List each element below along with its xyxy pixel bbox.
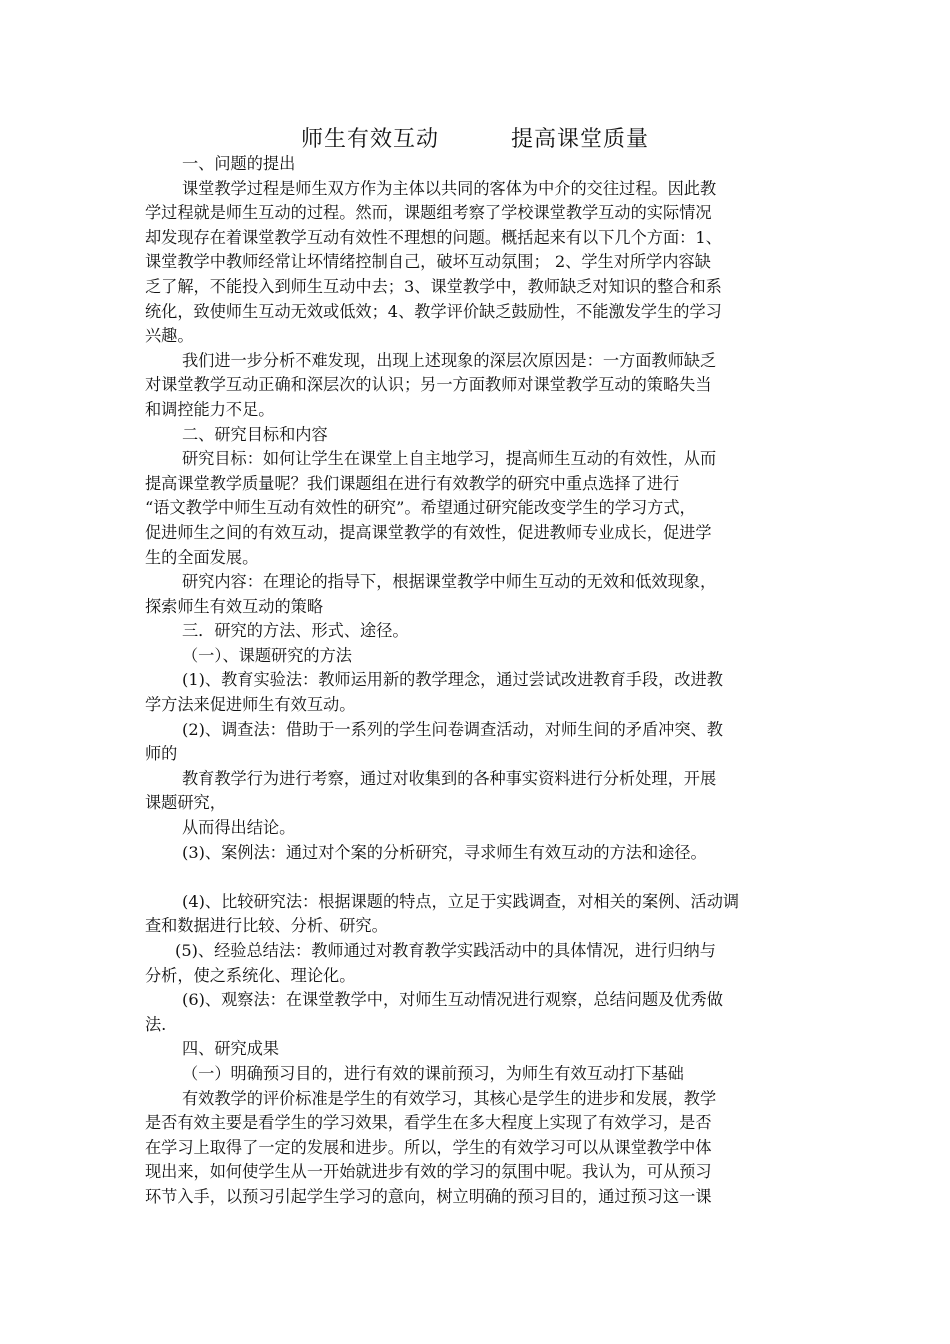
text-line: 课堂教学过程是师生双方作为主体以共同的客体为中介的交往过程。因此教: [182, 178, 717, 198]
text-line: 提高课堂教学质量呢？我们课题组在进行有效教学的研究中重点选择了进行: [145, 473, 680, 493]
text-line: 学方法来促进师生有效互动。: [145, 695, 356, 715]
text-line: 一、问题的提出: [182, 154, 296, 173]
text-line: 是否有效主要是看学生的学习效果，看学生在多大程度上实现了有效学习，是否: [145, 1113, 712, 1133]
text-line: 我们进一步分析不难发现，出现上述现象的深层次原因是：一方面教师缺乏: [182, 350, 717, 370]
text-line: 有效教学的评价标准是学生的有效学习，其核心是学生的进步和发展，教学: [182, 1088, 717, 1108]
text-line: 师的: [145, 744, 178, 764]
text-line: 对课堂教学互动正确和深层次的认识；另一方面教师对课堂教学互动的策略失当: [145, 375, 712, 395]
text-line: 乏了解，不能投入到师生互动中去；3、课堂教学中，教师缺乏对知识的整合和系: [145, 276, 722, 296]
title-part-2: 提高课堂质量: [511, 127, 650, 152]
text-line: 和调控能力不足。: [145, 399, 275, 419]
text-line: 研究目标：如何让学生在课堂上自主地学习，提高师生互动的有效性，从而: [182, 449, 717, 469]
text-line: “语文教学中师生互动有效性的研究”。希望通过研究能改变学生的学习方式，: [145, 498, 696, 518]
text-line: 二、研究目标和内容: [182, 424, 328, 444]
title-part-1: 师生有效互动: [300, 127, 439, 152]
text-line: （一）、课题研究的方法: [182, 645, 352, 665]
text-line: (3)、案例法：通过对个案的分析研究，寻求师生有效互动的方法和途径。: [182, 842, 707, 862]
blank-line: [145, 865, 805, 890]
text-line: (5)、经验总结法：教师通过对教育教学实践活动中的具体情况，进行归纳与: [175, 941, 716, 960]
text-line: （一）明确预习目的，进行有效的课前预习，为师生有效互动打下基础: [182, 1063, 684, 1083]
text-line: 课题研究，: [145, 793, 226, 813]
text-line: 现出来，如何使学生从一开始就进步有效的学习的氛围中呢。我认为，可从预习: [145, 1162, 712, 1182]
document-title: [0, 122, 950, 153]
text-line: (4)、比较研究法：根据课题的特点，立足于实践调查，对相关的案例、活动调: [182, 891, 740, 911]
text-line: 研究内容：在理论的指导下，根据课堂教学中师生互动的无效和低效现象，: [182, 572, 717, 592]
document-body: [145, 152, 805, 1210]
text-line: 法.: [145, 1014, 167, 1034]
text-line: 统化，致使师生互动无效或低效；4、教学评价缺乏鼓励性，不能激发学生的学习: [145, 301, 722, 321]
text-line: 从而得出结论。: [182, 818, 296, 838]
text-line: (1)、教育实验法：教师运用新的教学理念，通过尝试改进教育手段，改进教: [182, 670, 723, 690]
text-line: 环节入手，以预习引起学生学习的意向，树立明确的预习目的，通过预习这一课: [145, 1186, 712, 1206]
text-line: 课堂教学中教师经常让坏情绪控制自己，破坏互动氛围； 2、学生对所学内容缺: [145, 252, 711, 272]
text-line: 却发现存在着课堂教学互动有效性不理想的问题。概括起来有以下几个方面：1、: [145, 227, 722, 247]
text-line: 兴趣。: [145, 326, 194, 346]
text-line: 生的全面发展。: [145, 547, 259, 567]
text-line: 查和数据进行比较、分析、研究。: [145, 916, 388, 936]
text-line: 探索师生有效互动的策略: [145, 596, 324, 616]
text-line: 促进师生之间的有效互动，提高课堂教学的有效性，促进教师专业成长，促进学: [145, 522, 712, 542]
text-line: 学过程就是师生互动的过程。然而，课题组考察了学校课堂教学互动的实际情况: [145, 203, 712, 223]
text-line: (6)、观察法：在课堂教学中，对师生互动情况进行观察，总结问题及优秀做: [182, 990, 723, 1010]
text-line: 在学习上取得了一定的发展和进步。所以，学生的有效学习可以从课堂教学中体: [145, 1137, 712, 1157]
text-line: 教育教学行为进行考察，通过对收集到的各种事实资料进行分析处理，开展: [182, 768, 717, 788]
text-line: 分析，使之系统化、理论化。: [145, 965, 356, 985]
text-line: 四、研究成果: [182, 1039, 280, 1059]
text-line: (2)、调查法：借助于一系列的学生问卷调查活动，对师生间的矛盾冲突、教: [182, 719, 723, 739]
text-line: 三．研究的方法、形式、途径。: [182, 621, 409, 641]
